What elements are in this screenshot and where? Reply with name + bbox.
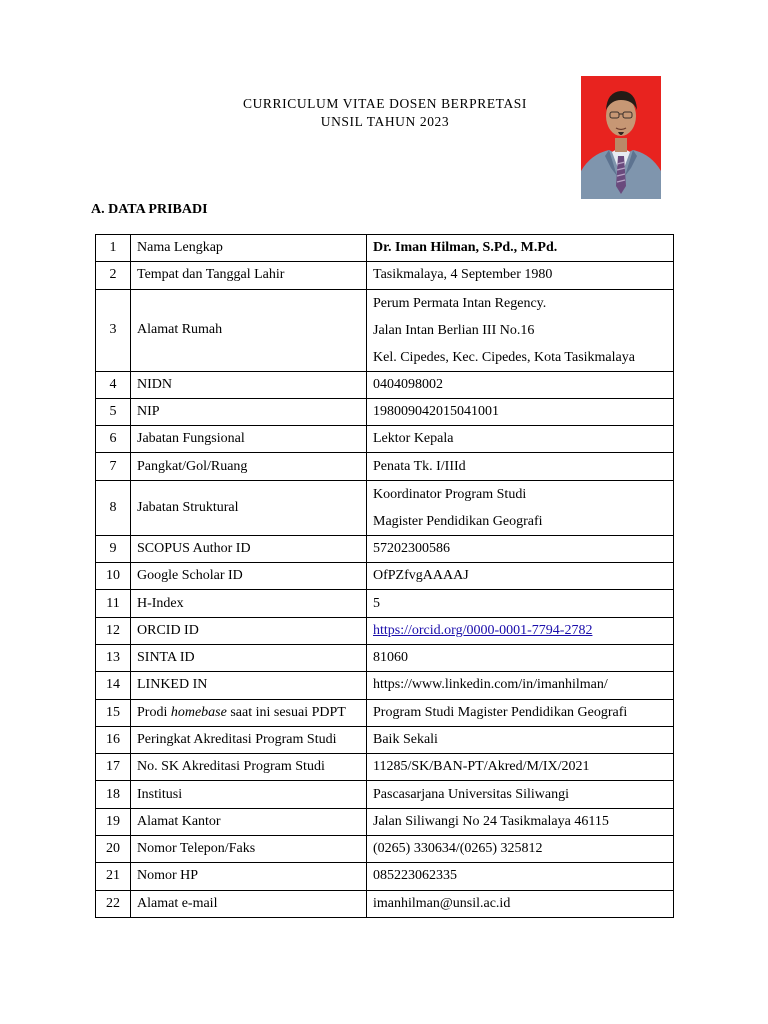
table-row — [96, 672, 674, 699]
row-value: Program Studi Magister Pendidikan Geografi — [367, 699, 674, 726]
table-row — [96, 235, 674, 262]
table-row — [96, 289, 674, 371]
row-value: 81060 — [367, 644, 674, 671]
row-label: Google Scholar ID — [131, 563, 367, 590]
row-label: SCOPUS Author ID — [131, 535, 367, 562]
table-row — [96, 699, 674, 726]
row-label: NIDN — [131, 371, 367, 398]
row-number: 11 — [96, 590, 131, 617]
row-number: 2 — [96, 262, 131, 289]
row-number: 12 — [96, 617, 131, 644]
row-value: 198009042015041001 — [367, 398, 674, 425]
structural-position-line: Koordinator Program Studi — [373, 486, 527, 502]
table-row — [96, 453, 674, 480]
row-value: imanhilman@unsil.ac.id — [367, 890, 674, 917]
row-value: Lektor Kepala — [367, 426, 674, 453]
row-label — [131, 699, 367, 726]
row-value: 5 — [367, 590, 674, 617]
document-title-line-2: UNSIL TAHUN 2023 — [320, 114, 450, 129]
row-label: Alamat Kantor — [131, 808, 367, 835]
label-prefix: Prodi — [137, 704, 171, 720]
row-number: 14 — [96, 672, 131, 699]
profile-photo — [581, 76, 661, 199]
row-number: 4 — [96, 371, 131, 398]
table-row — [96, 371, 674, 398]
table-row — [96, 863, 674, 890]
row-number: 8 — [96, 480, 131, 535]
label-suffix: saat ini sesuai PDPT — [226, 704, 346, 720]
orcid-link[interactable]: https://orcid.org/0000-0001-7794-2782 — [373, 622, 593, 638]
row-value — [367, 617, 674, 644]
table-row — [96, 644, 674, 671]
document-title-line-1: CURRICULUM VITAE DOSEN BERPRETASI — [242, 96, 528, 111]
table-row — [96, 590, 674, 617]
row-value-home-address — [367, 289, 674, 371]
row-value-structural-position — [367, 480, 674, 535]
label-emphasis: homebase — [170, 704, 227, 720]
row-label: No. SK Akreditasi Program Studi — [131, 754, 367, 781]
table-row — [96, 836, 674, 863]
row-number: 20 — [96, 836, 131, 863]
address-line: Kel. Cipedes, Kec. Cipedes, Kota Tasikmalaya — [373, 349, 635, 365]
address-line: Jalan Intan Berlian III No.16 — [373, 322, 535, 338]
table-row — [96, 754, 674, 781]
profile-photo-image — [581, 76, 661, 199]
row-label: H-Index — [131, 590, 367, 617]
row-label: Peringkat Akreditasi Program Studi — [131, 726, 367, 753]
row-label: Pangkat/Gol/Ruang — [131, 453, 367, 480]
row-number: 18 — [96, 781, 131, 808]
row-value: Penata Tk. I/IIId — [367, 453, 674, 480]
row-label: Tempat dan Tanggal Lahir — [131, 262, 367, 289]
row-number: 17 — [96, 754, 131, 781]
row-value: 0404098002 — [367, 371, 674, 398]
table-row — [96, 563, 674, 590]
personal-data-table — [95, 234, 674, 918]
row-number: 10 — [96, 563, 131, 590]
row-number: 3 — [96, 289, 131, 371]
row-value: 085223062335 — [367, 863, 674, 890]
table-row — [96, 808, 674, 835]
address-line: Perum Permata Intan Regency. — [373, 295, 547, 311]
row-label: Nama Lengkap — [131, 235, 367, 262]
table-row — [96, 726, 674, 753]
table-row — [96, 426, 674, 453]
row-number: 22 — [96, 890, 131, 917]
table-row — [96, 262, 674, 289]
row-value: 11285/SK/BAN-PT/Akred/M/IX/2021 — [367, 754, 674, 781]
row-label: ORCID ID — [131, 617, 367, 644]
table-row — [96, 781, 674, 808]
row-number: 21 — [96, 863, 131, 890]
table-row — [96, 617, 674, 644]
document-title — [170, 95, 600, 131]
row-number: 5 — [96, 398, 131, 425]
row-number: 15 — [96, 699, 131, 726]
row-number: 6 — [96, 426, 131, 453]
row-number: 7 — [96, 453, 131, 480]
row-label: Nomor HP — [131, 863, 367, 890]
row-value: OfPZfvgAAAAJ — [367, 563, 674, 590]
section-title-data-pribadi: A. DATA PRIBADI — [91, 202, 208, 217]
row-value-full-name: Dr. Iman Hilman, S.Pd., M.Pd. — [367, 235, 674, 262]
row-number: 13 — [96, 644, 131, 671]
row-value: Jalan Siliwangi No 24 Tasikmalaya 46115 — [367, 808, 674, 835]
row-value: Baik Sekali — [367, 726, 674, 753]
row-label: Jabatan Struktural — [131, 480, 367, 535]
row-label: Jabatan Fungsional — [131, 426, 367, 453]
row-value: https://www.linkedin.com/in/imanhilman/ — [367, 672, 674, 699]
structural-position-line: Magister Pendidikan Geografi — [373, 513, 543, 529]
table-row — [96, 535, 674, 562]
row-number: 1 — [96, 235, 131, 262]
table-row — [96, 480, 674, 535]
row-label: Nomor Telepon/Faks — [131, 836, 367, 863]
row-value: 57202300586 — [367, 535, 674, 562]
row-value: Tasikmalaya, 4 September 1980 — [367, 262, 674, 289]
row-label: NIP — [131, 398, 367, 425]
row-value: (0265) 330634/(0265) 325812 — [367, 836, 674, 863]
row-label: Institusi — [131, 781, 367, 808]
row-label: Alamat e-mail — [131, 890, 367, 917]
row-number: 19 — [96, 808, 131, 835]
row-label: LINKED IN — [131, 672, 367, 699]
row-value: Pascasarjana Universitas Siliwangi — [367, 781, 674, 808]
table-row — [96, 398, 674, 425]
table-row — [96, 890, 674, 917]
row-label: Alamat Rumah — [131, 289, 367, 371]
row-label: SINTA ID — [131, 644, 367, 671]
row-number: 16 — [96, 726, 131, 753]
row-number: 9 — [96, 535, 131, 562]
